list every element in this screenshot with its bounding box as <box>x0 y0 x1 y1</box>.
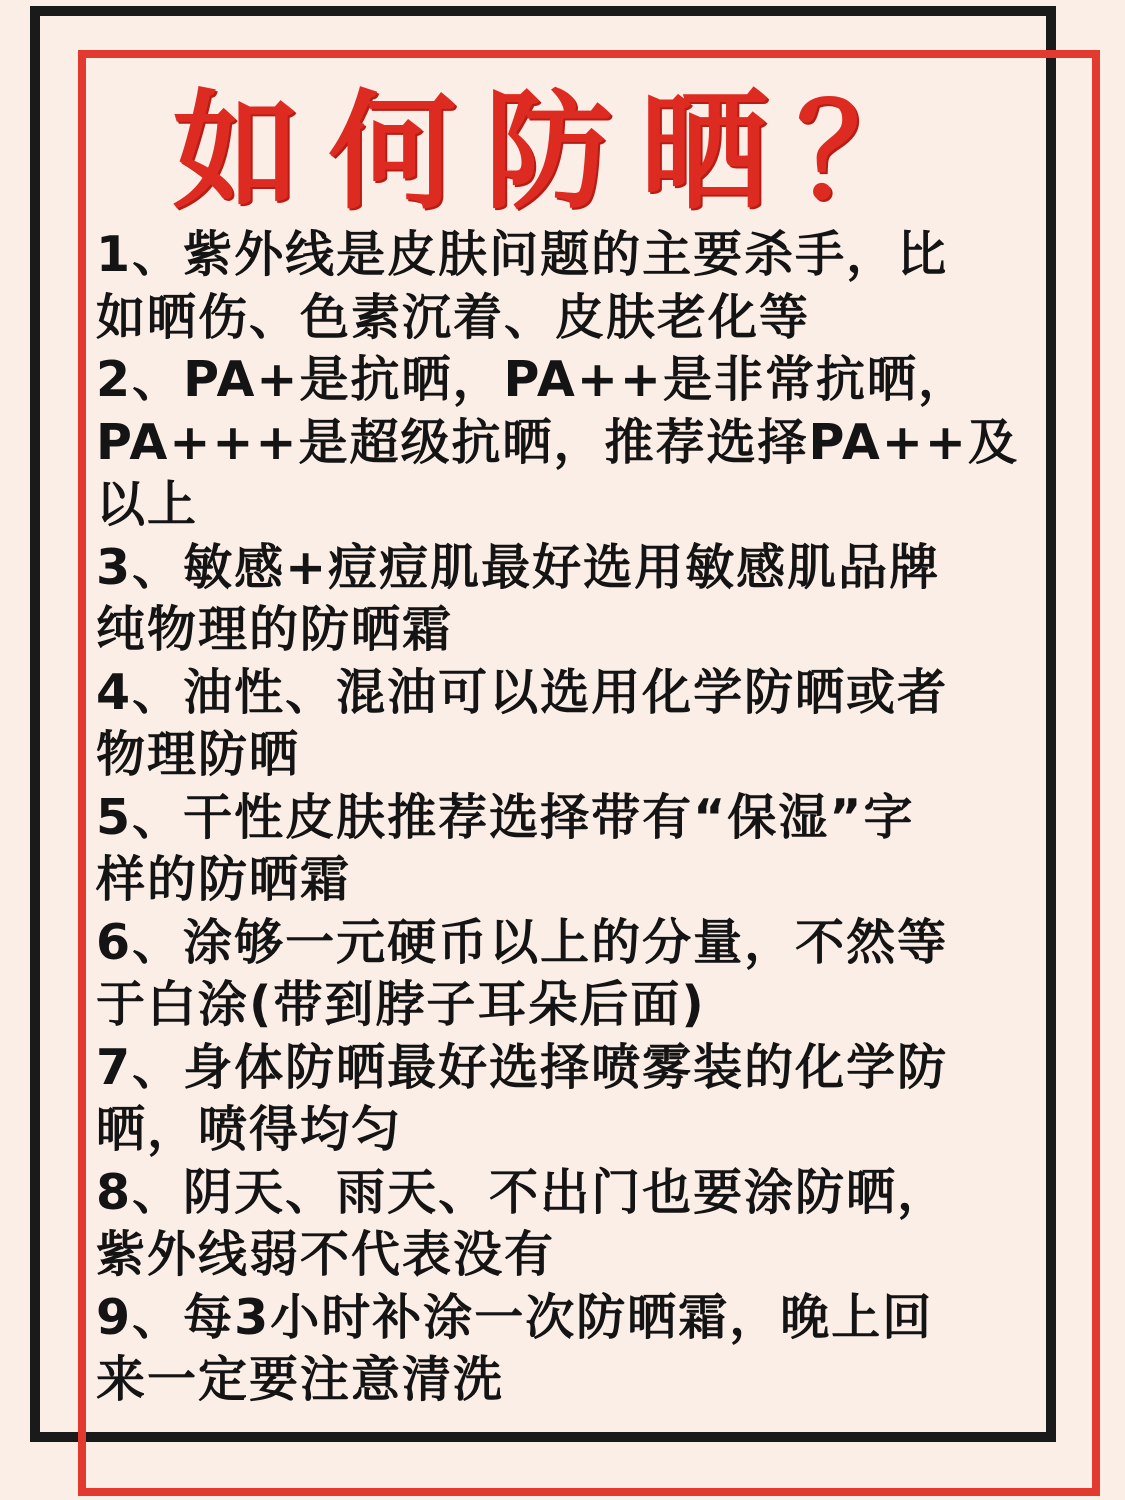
tip-item-7: 7、身体防晒最好选择喷雾装的化学防 晒，喷得均匀 <box>96 1038 949 1158</box>
tip-item-2: 2、PA+是抗晒，PA++是非常抗晒， PA+++是超级抗晒，推荐选择PA++及 以上 <box>96 351 1019 533</box>
tip-item-4: 4、油性、混油可以选用化学防晒或者 物理防晒 <box>96 663 949 783</box>
tip-item-8: 8、阴天、雨天、不出门也要涂防晒， 紫外线弱不代表没有 <box>96 1163 949 1283</box>
tip-item-3: 3、敏感+痘痘肌最好选用敏感肌品牌 纯物理的防晒霜 <box>96 538 941 658</box>
tip-item-6: 6、涂够一元硬币以上的分量，不然等 于白涂(带到脖子耳朵后面) <box>96 913 949 1033</box>
page-title: 如何防晒？ <box>172 78 953 227</box>
tip-item-5: 5、干性皮肤推荐选择带有“保湿”字 样的防晒霜 <box>96 788 915 908</box>
tips-list <box>96 224 1040 1412</box>
tip-item-9: 9、每3小时补涂一次防晒霜，晚上回 来一定要注意清洗 <box>96 1288 934 1408</box>
tip-item-1: 1、紫外线是皮肤问题的主要杀手，比 如晒伤、色素沉着、皮肤老化等 <box>96 226 949 346</box>
